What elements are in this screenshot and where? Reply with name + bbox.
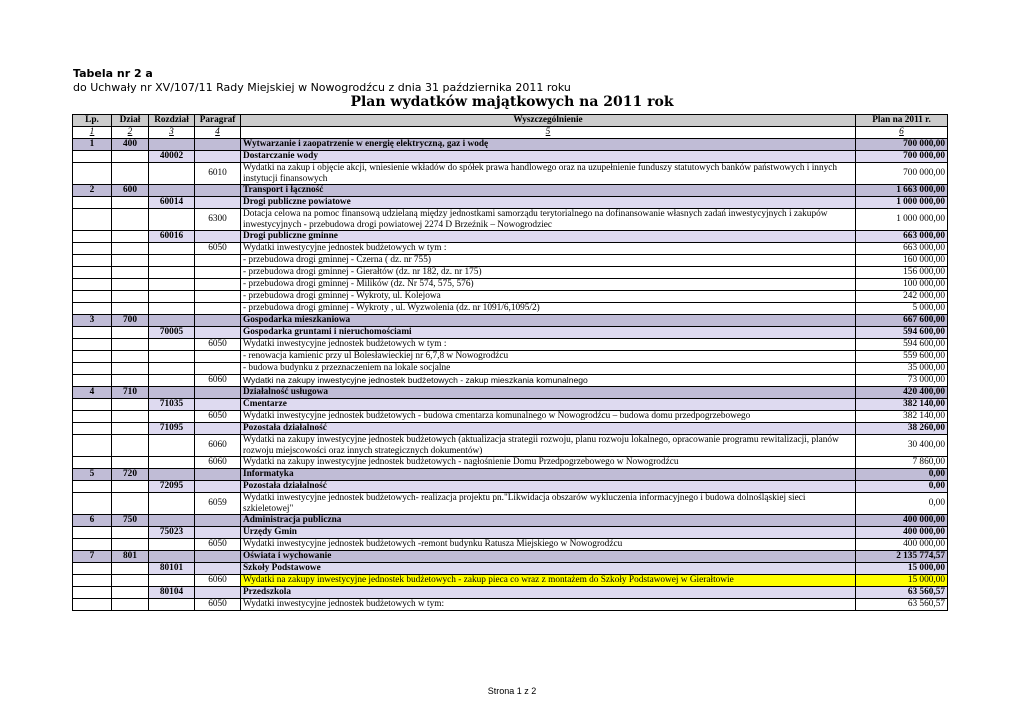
rozdzial-cell xyxy=(149,411,195,423)
paragraf-cell xyxy=(195,423,241,435)
lp-cell xyxy=(73,255,112,267)
lp-cell: 2 xyxy=(73,185,112,197)
paragraf-cell xyxy=(195,327,241,339)
lp-cell: 6 xyxy=(73,515,112,527)
dzial-row xyxy=(73,551,948,563)
amount-cell: 160 000,00 xyxy=(856,255,948,267)
amount-cell: 700 000,00 xyxy=(856,151,948,163)
col-header-dzial: Dział xyxy=(112,115,149,127)
paragraf-cell xyxy=(195,387,241,399)
amount-cell: 663 000,00 xyxy=(856,243,948,255)
lp-cell xyxy=(73,457,112,469)
desc-cell: Dotacja celowa na pomoc finansową udzielaną między jednostkami samorządu terytorialnego na dofinansowanie własnych zadań inwestycyjnych i zakupów inwestycyjnych - przebudowa drogi powiatowej 2274 D Brzeźnik – Nowogrodziec xyxy=(241,209,856,231)
lp-cell: 4 xyxy=(73,387,112,399)
rozdzial-row xyxy=(73,423,948,435)
col-number: 4 xyxy=(195,127,241,139)
desc-cell: Drogi publiczne powiatowe xyxy=(241,197,856,209)
dzial-cell xyxy=(112,339,149,351)
dzial-cell xyxy=(112,481,149,493)
rozdzial-cell: 71035 xyxy=(149,399,195,411)
amount-cell: 667 600,00 xyxy=(856,315,948,327)
dzial-cell xyxy=(112,435,149,457)
desc-cell: - przebudowa drogi gminnej - Wykroty , ul. Wyzwolenia (dz. nr 1091/6,1095/2) xyxy=(241,303,856,315)
paragraf-cell xyxy=(195,563,241,575)
rozdzial-row xyxy=(73,327,948,339)
paragraf-cell: 6060 xyxy=(195,375,241,387)
amount-cell: 559 600,00 xyxy=(856,351,948,363)
dzial-cell xyxy=(112,255,149,267)
lp-cell xyxy=(73,363,112,375)
lp-cell xyxy=(73,339,112,351)
dzial-cell: 710 xyxy=(112,387,149,399)
rozdzial-cell xyxy=(149,255,195,267)
amount-cell: 700 000,00 xyxy=(856,163,948,185)
lp-cell xyxy=(73,575,112,587)
dzial-cell xyxy=(112,375,149,387)
paragraf-cell: 6060 xyxy=(195,457,241,469)
rozdzial-cell xyxy=(149,267,195,279)
desc-cell: - renowacja kamienic przy ul Bolesławieckiej nr 6,7,8 w Nowogrodźcu xyxy=(241,351,856,363)
amount-cell: 400 000,00 xyxy=(856,515,948,527)
dzial-cell: 801 xyxy=(112,551,149,563)
lp-cell xyxy=(73,267,112,279)
detail-row xyxy=(73,363,948,375)
dzial-row xyxy=(73,469,948,481)
paragraf-cell xyxy=(195,515,241,527)
desc-cell: - budowa budynku z przeznaczeniem na lokale socjalne xyxy=(241,363,856,375)
paragraf-cell: 6050 xyxy=(195,599,241,611)
paragraf-cell xyxy=(195,267,241,279)
rozdzial-cell xyxy=(149,363,195,375)
dzial-cell xyxy=(112,457,149,469)
paragraf-cell xyxy=(195,481,241,493)
dzial-cell xyxy=(112,291,149,303)
desc-cell: Wydatki na zakupy inwestycyjne jednostek budżetowych - zakup pieca co wraz z montażem do Szkoły Podstawowej w Gierałtowie xyxy=(241,575,856,587)
desc-cell: Wydatki na zakup i objęcie akcji, wniesienie wkładów do spółek prawa handlowego oraz na uzupełnienie funduszy statutowych banków państwowych i innych instytucji finansowych xyxy=(241,163,856,185)
rozdzial-cell xyxy=(149,435,195,457)
table-header-row xyxy=(73,115,948,127)
amount-cell: 420 400,00 xyxy=(856,387,948,399)
paragraf-cell xyxy=(195,185,241,197)
desc-cell: Drogi publiczne gminne xyxy=(241,231,856,243)
rozdzial-cell xyxy=(149,539,195,551)
rozdzial-cell xyxy=(149,303,195,315)
paragraf-row xyxy=(73,375,948,387)
lp-cell xyxy=(73,231,112,243)
amount-cell: 242 000,00 xyxy=(856,291,948,303)
amount-cell: 0,00 xyxy=(856,469,948,481)
dzial-cell xyxy=(112,151,149,163)
col-number: 3 xyxy=(149,127,195,139)
rozdzial-cell xyxy=(149,457,195,469)
desc-cell: Administracja publiczna xyxy=(241,515,856,527)
desc-cell: Informatyka xyxy=(241,469,856,481)
paragraf-row xyxy=(73,457,948,469)
paragraf-cell xyxy=(195,363,241,375)
lp-cell xyxy=(73,599,112,611)
rozdzial-row xyxy=(73,527,948,539)
dzial-cell xyxy=(112,563,149,575)
col-header-rozdzial: Rozdział xyxy=(149,115,195,127)
amount-cell: 400 000,00 xyxy=(856,539,948,551)
dzial-cell xyxy=(112,423,149,435)
desc-cell: Wydatki inwestycyjne jednostek budżetowych - budowa cmentarza komunalnego w Nowogrodźcu – budowa domu przedpogrzebowego xyxy=(241,411,856,423)
paragraf-cell xyxy=(195,151,241,163)
rozdzial-cell xyxy=(149,163,195,185)
col-header-paragraf: Paragraf xyxy=(195,115,241,127)
paragraf-cell xyxy=(195,587,241,599)
resolution-reference: do Uchwały nr XV/107/11 Rady Miejskiej w Nowogrodźcu z dnia 31 października 2011 roku xyxy=(73,81,571,94)
rozdzial-cell: 70005 xyxy=(149,327,195,339)
dzial-cell xyxy=(112,539,149,551)
paragraf-cell xyxy=(195,255,241,267)
desc-cell: Pozostała działalność xyxy=(241,481,856,493)
rozdzial-cell: 80101 xyxy=(149,563,195,575)
rozdzial-cell xyxy=(149,551,195,563)
paragraf-row xyxy=(73,435,948,457)
amount-cell: 15 000,00 xyxy=(856,563,948,575)
amount-cell: 700 000,00 xyxy=(856,139,948,151)
dzial-cell xyxy=(112,279,149,291)
dzial-cell xyxy=(112,493,149,515)
table-number: Tabela nr 2 a xyxy=(73,67,153,80)
desc-cell: Cmentarze xyxy=(241,399,856,411)
lp-cell xyxy=(73,351,112,363)
rozdzial-row xyxy=(73,197,948,209)
desc-cell: Dostarczanie wody xyxy=(241,151,856,163)
rozdzial-row xyxy=(73,587,948,599)
rozdzial-row xyxy=(73,151,948,163)
lp-cell xyxy=(73,279,112,291)
lp-cell: 7 xyxy=(73,551,112,563)
paragraf-cell xyxy=(195,527,241,539)
amount-cell: 594 600,00 xyxy=(856,327,948,339)
dzial-row xyxy=(73,387,948,399)
rozdzial-cell: 75023 xyxy=(149,527,195,539)
desc-cell: Wydatki inwestycyjne jednostek budżetowych -remont budynku Ratusza Miejskiego w Nowogrodźcu xyxy=(241,539,856,551)
col-header-lp: Lp. xyxy=(73,115,112,127)
rozdzial-row xyxy=(73,481,948,493)
lp-cell xyxy=(73,539,112,551)
paragraf-row xyxy=(73,411,948,423)
column-number-row xyxy=(73,127,948,139)
dzial-cell xyxy=(112,231,149,243)
paragraf-row xyxy=(73,339,948,351)
rozdzial-cell xyxy=(149,351,195,363)
lp-cell xyxy=(73,527,112,539)
detail-row xyxy=(73,351,948,363)
amount-cell: 2 135 774,57 xyxy=(856,551,948,563)
rozdzial-cell xyxy=(149,575,195,587)
desc-cell: - przebudowa drogi gminnej - Milików (dz. Nr 574, 575, 576) xyxy=(241,279,856,291)
rozdzial-cell xyxy=(149,139,195,151)
desc-cell: Wydatki na zakupy inwestycyjne jednostek budżetowych - zakup mieszkania komunalnego xyxy=(241,375,856,387)
col-number: 5 xyxy=(241,127,856,139)
desc-cell: Wytwarzanie i zaopatrzenie w energię elektryczną, gaz i wodę xyxy=(241,139,856,151)
lp-cell xyxy=(73,435,112,457)
desc-cell: Gospodarka mieszkaniowa xyxy=(241,315,856,327)
paragraf-cell xyxy=(195,139,241,151)
rozdzial-cell xyxy=(149,387,195,399)
paragraf-cell: 6059 xyxy=(195,493,241,515)
rozdzial-cell: 71095 xyxy=(149,423,195,435)
desc-cell: Gospodarka gruntami i nieruchomościami xyxy=(241,327,856,339)
paragraf-cell: 6050 xyxy=(195,339,241,351)
detail-row xyxy=(73,279,948,291)
rozdzial-cell: 60014 xyxy=(149,197,195,209)
desc-cell: Szkoły Podstawowe xyxy=(241,563,856,575)
detail-row xyxy=(73,255,948,267)
rozdzial-cell xyxy=(149,493,195,515)
desc-cell: - przebudowa drogi gminnej - Gierałtów (dz. nr 182, dz. nr 175) xyxy=(241,267,856,279)
desc-cell: Transport i łączność xyxy=(241,185,856,197)
col-header-desc: Wyszczególnienie xyxy=(241,115,856,127)
dzial-cell xyxy=(112,363,149,375)
paragraf-cell xyxy=(195,351,241,363)
dzial-cell: 400 xyxy=(112,139,149,151)
paragraf-cell xyxy=(195,315,241,327)
amount-cell: 594 600,00 xyxy=(856,339,948,351)
amount-cell: 7 860,00 xyxy=(856,457,948,469)
lp-cell xyxy=(73,481,112,493)
dzial-cell xyxy=(112,209,149,231)
amount-cell: 1 663 000,00 xyxy=(856,185,948,197)
paragraf-row xyxy=(73,163,948,185)
rozdzial-cell xyxy=(149,599,195,611)
paragraf-row xyxy=(73,599,948,611)
paragraf-cell xyxy=(195,399,241,411)
dzial-cell: 750 xyxy=(112,515,149,527)
rozdzial-row xyxy=(73,231,948,243)
lp-cell xyxy=(73,243,112,255)
paragraf-cell: 6060 xyxy=(195,575,241,587)
lp-cell xyxy=(73,399,112,411)
rozdzial-cell xyxy=(149,279,195,291)
page-title: Plan wydatków majątkowych na 2011 rok xyxy=(350,94,674,110)
desc-cell: Oświata i wychowanie xyxy=(241,551,856,563)
dzial-cell xyxy=(112,527,149,539)
amount-cell: 5 000,00 xyxy=(856,303,948,315)
lp-cell xyxy=(73,209,112,231)
paragraf-row xyxy=(73,493,948,515)
paragraf-cell xyxy=(195,279,241,291)
rozdzial-cell xyxy=(149,243,195,255)
rozdzial-cell: 72095 xyxy=(149,481,195,493)
dzial-row xyxy=(73,139,948,151)
desc-cell: Urzędy Gmin xyxy=(241,527,856,539)
desc-cell: Wydatki na zakupy inwestycyjne jednostek budżetowych - nagłośnienie Domu Przedpogrzebowego w Nowogrodźcu xyxy=(241,457,856,469)
lp-cell xyxy=(73,375,112,387)
dzial-cell xyxy=(112,197,149,209)
dzial-row xyxy=(73,315,948,327)
paragraf-cell xyxy=(195,469,241,481)
dzial-cell xyxy=(112,351,149,363)
amount-cell: 100 000,00 xyxy=(856,279,948,291)
desc-cell: Pozostała działalność xyxy=(241,423,856,435)
dzial-cell xyxy=(112,267,149,279)
paragraf-cell: 6050 xyxy=(195,243,241,255)
amount-cell: 156 000,00 xyxy=(856,267,948,279)
paragraf-row xyxy=(73,209,948,231)
lp-cell xyxy=(73,291,112,303)
paragraf-cell xyxy=(195,303,241,315)
col-number: 1 xyxy=(73,127,112,139)
rozdzial-cell xyxy=(149,515,195,527)
amount-cell: 15 000,00 xyxy=(856,575,948,587)
amount-cell: 0,00 xyxy=(856,493,948,515)
lp-cell: 3 xyxy=(73,315,112,327)
rozdzial-cell xyxy=(149,375,195,387)
desc-cell: Wydatki inwestycyjne jednostek budżetowych w tym : xyxy=(241,243,856,255)
detail-row xyxy=(73,267,948,279)
amount-cell: 30 400,00 xyxy=(856,435,948,457)
expenditure-table xyxy=(72,114,948,611)
lp-cell xyxy=(73,411,112,423)
lp-cell: 5 xyxy=(73,469,112,481)
rozdzial-cell: 80104 xyxy=(149,587,195,599)
desc-cell: - przebudowa drogi gminnej - Wykroty, ul. Kolejowa xyxy=(241,291,856,303)
dzial-cell: 600 xyxy=(112,185,149,197)
dzial-row xyxy=(73,185,948,197)
dzial-cell xyxy=(112,599,149,611)
rozdzial-cell xyxy=(149,315,195,327)
desc-cell: Działalność usługowa xyxy=(241,387,856,399)
paragraf-cell xyxy=(195,197,241,209)
desc-cell: - przebudowa drogi gminnej - Czerna ( dz. nr 755) xyxy=(241,255,856,267)
rozdzial-cell: 60016 xyxy=(149,231,195,243)
desc-cell: Wydatki inwestycyjne jednostek budżetowych- realizacja projektu pn."Likwidacja obszarów wykluczenia informacyjnego i budowa dolnośląskiej sieci szkieletowej" xyxy=(241,493,856,515)
amount-cell: 63 560,57 xyxy=(856,587,948,599)
dzial-cell xyxy=(112,575,149,587)
rozdzial-cell xyxy=(149,291,195,303)
lp-cell xyxy=(73,587,112,599)
paragraf-cell: 6010 xyxy=(195,163,241,185)
dzial-row xyxy=(73,515,948,527)
paragraf-row xyxy=(73,243,948,255)
desc-cell: Przedszkola xyxy=(241,587,856,599)
col-number: 2 xyxy=(112,127,149,139)
amount-cell: 0,00 xyxy=(856,481,948,493)
paragraf-cell: 6050 xyxy=(195,411,241,423)
amount-cell: 400 000,00 xyxy=(856,527,948,539)
dzial-cell xyxy=(112,163,149,185)
lp-cell xyxy=(73,493,112,515)
amount-cell: 35 000,00 xyxy=(856,363,948,375)
rozdzial-cell: 40002 xyxy=(149,151,195,163)
lp-cell xyxy=(73,327,112,339)
amount-cell: 382 140,00 xyxy=(856,399,948,411)
col-number: 6 xyxy=(856,127,948,139)
paragraf-cell: 6050 xyxy=(195,539,241,551)
lp-cell xyxy=(73,197,112,209)
rozdzial-cell xyxy=(149,185,195,197)
rozdzial-cell xyxy=(149,209,195,231)
lp-cell: 1 xyxy=(73,139,112,151)
rozdzial-row xyxy=(73,563,948,575)
detail-row xyxy=(73,291,948,303)
page-footer: Strona 1 z 2 xyxy=(487,686,537,696)
rozdzial-cell xyxy=(149,469,195,481)
dzial-cell xyxy=(112,243,149,255)
amount-cell: 73 000,00 xyxy=(856,375,948,387)
desc-cell: Wydatki na zakupy inwestycyjne jednostek budżetowych (aktualizacja strategii rozwoju, planu rozwoju lokalnego, opracowanie programu rewitalizacji, planów rozwoju miejscowości oraz innych strategicznych dokumentów) xyxy=(241,435,856,457)
dzial-cell xyxy=(112,303,149,315)
dzial-cell xyxy=(112,399,149,411)
amount-cell: 63 560,57 xyxy=(856,599,948,611)
paragraf-cell: 6300 xyxy=(195,209,241,231)
col-header-amount: Plan na 2011 r. xyxy=(856,115,948,127)
lp-cell xyxy=(73,163,112,185)
rozdzial-cell xyxy=(149,339,195,351)
paragraf-cell xyxy=(195,231,241,243)
lp-cell xyxy=(73,563,112,575)
paragraf-cell: 6060 xyxy=(195,435,241,457)
paragraf-cell xyxy=(195,551,241,563)
amount-cell: 1 000 000,00 xyxy=(856,197,948,209)
amount-cell: 382 140,00 xyxy=(856,411,948,423)
rozdzial-row xyxy=(73,399,948,411)
dzial-cell: 720 xyxy=(112,469,149,481)
amount-cell: 663 000,00 xyxy=(856,231,948,243)
paragraf-cell xyxy=(195,291,241,303)
highlighted-paragraf-row xyxy=(73,575,948,587)
amount-cell: 38 260,00 xyxy=(856,423,948,435)
dzial-cell: 700 xyxy=(112,315,149,327)
dzial-cell xyxy=(112,327,149,339)
dzial-cell xyxy=(112,411,149,423)
lp-cell xyxy=(73,151,112,163)
lp-cell xyxy=(73,303,112,315)
paragraf-row xyxy=(73,539,948,551)
desc-cell: Wydatki inwestycyjne jednostek budżetowych w tym : xyxy=(241,339,856,351)
amount-cell: 1 000 000,00 xyxy=(856,209,948,231)
lp-cell xyxy=(73,423,112,435)
dzial-cell xyxy=(112,587,149,599)
detail-row xyxy=(73,303,948,315)
desc-cell: Wydatki inwestycyjne jednostek budżetowych w tym: xyxy=(241,599,856,611)
